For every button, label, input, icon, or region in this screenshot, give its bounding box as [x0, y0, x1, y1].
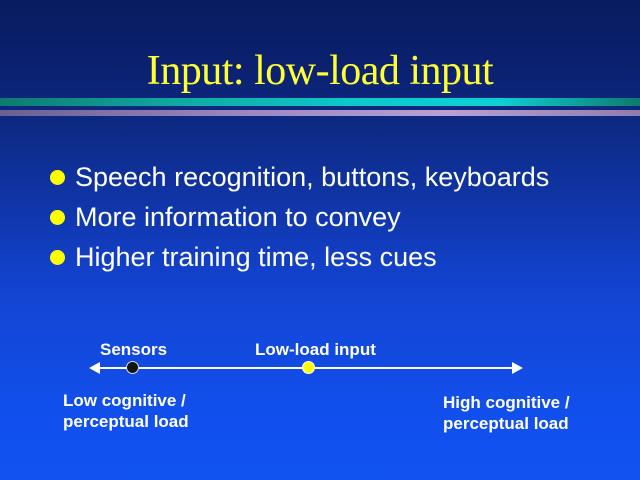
sensors-label: Sensors: [100, 340, 168, 359]
low-load-end-label: [63, 390, 189, 432]
arrow-right-icon: [512, 362, 523, 374]
low-load-end-label-line2: perceptual load: [63, 412, 189, 431]
high-load-end-label-line1: High cognitive /: [443, 393, 570, 412]
low-load-end-label-line1: Low cognitive /: [63, 391, 186, 410]
low-load-dot-icon: [302, 361, 315, 374]
bullet-text: Speech recognition, buttons, keyboards: [75, 162, 550, 192]
arrow-left-icon: [89, 362, 100, 374]
slide-title: Input: low-load input: [146, 48, 494, 94]
low-load-input-label: Low-load input: [255, 340, 376, 359]
high-load-end-label-line2: perceptual load: [443, 414, 569, 433]
bullet-text: Higher training time, less cues: [75, 242, 437, 272]
sensors-dot-icon: [126, 361, 139, 374]
high-load-end-label: [443, 392, 570, 434]
bullet-text: More information to convey: [75, 202, 401, 232]
